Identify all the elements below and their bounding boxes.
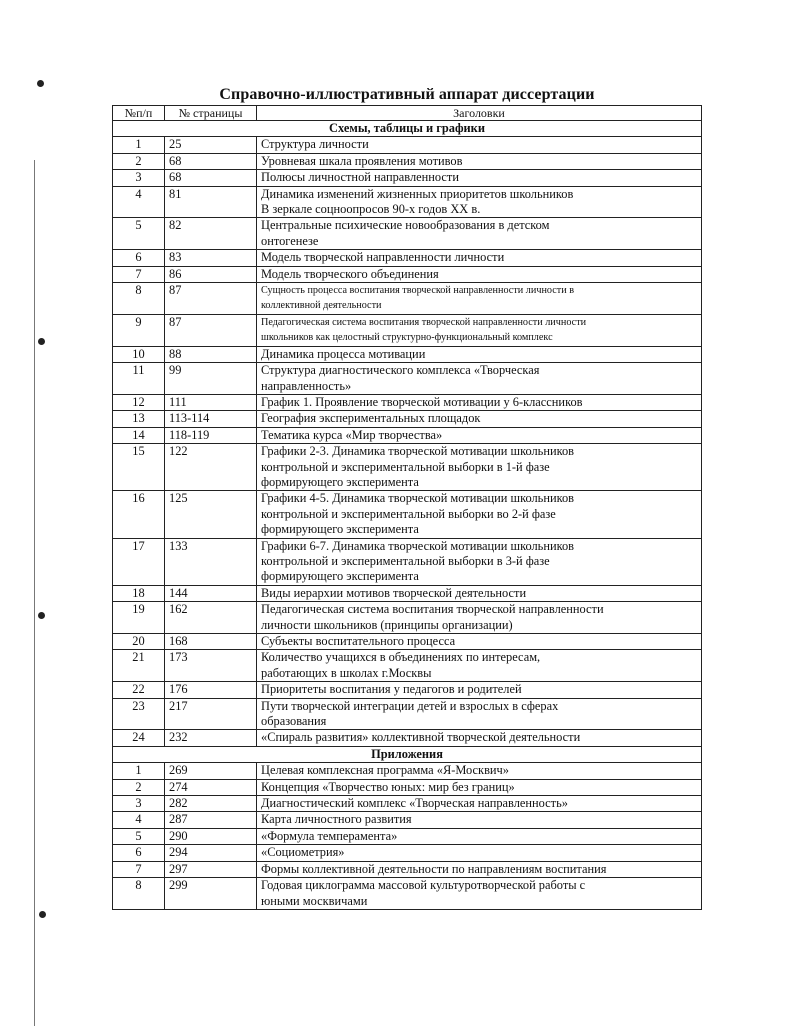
table-row bbox=[113, 682, 702, 698]
table-row bbox=[113, 266, 702, 282]
row-page: 81 bbox=[165, 186, 257, 218]
row-page: 290 bbox=[165, 828, 257, 844]
row-page: 83 bbox=[165, 250, 257, 266]
row-heading-line: График 1. Проявление творческой мотивации у 6-классников bbox=[261, 394, 583, 409]
table-row bbox=[113, 650, 702, 682]
row-number: 2 bbox=[113, 153, 165, 169]
row-heading bbox=[257, 137, 702, 153]
row-number: 1 bbox=[113, 137, 165, 153]
table-header-row bbox=[113, 106, 702, 121]
row-heading bbox=[257, 861, 702, 877]
row-heading bbox=[257, 444, 702, 491]
table-row bbox=[113, 779, 702, 795]
row-page: 294 bbox=[165, 845, 257, 861]
table-row bbox=[113, 314, 702, 346]
table-row bbox=[113, 186, 702, 218]
row-page: 111 bbox=[165, 394, 257, 410]
row-heading bbox=[257, 634, 702, 650]
row-heading-line: контрольной и экспериментальной выборки в 1-й фазе bbox=[261, 459, 550, 474]
row-heading-line: направленность» bbox=[261, 378, 352, 393]
row-number: 11 bbox=[113, 363, 165, 395]
row-page: 25 bbox=[165, 137, 257, 153]
page-title: Справочно-иллюстративный аппарат диссертации bbox=[219, 86, 595, 103]
row-heading-line: Графики 6-7. Динамика творческой мотивации школьников bbox=[261, 538, 575, 553]
row-number: 20 bbox=[113, 634, 165, 650]
row-heading-line: Субъекты воспитательного процесса bbox=[261, 634, 456, 648]
row-number: 8 bbox=[113, 283, 165, 315]
table-row bbox=[113, 812, 702, 828]
row-heading bbox=[257, 153, 702, 169]
row-page: 125 bbox=[165, 491, 257, 538]
row-heading-line: коллективной деятельности bbox=[261, 300, 382, 312]
row-heading bbox=[257, 283, 702, 315]
table-body bbox=[113, 121, 702, 910]
row-page: 274 bbox=[165, 779, 257, 795]
row-heading-line: «Спираль развития» коллективной творческой деятельности bbox=[261, 730, 581, 745]
row-heading bbox=[257, 411, 702, 427]
row-heading bbox=[257, 266, 702, 282]
row-heading-line: Уровневая шкала проявления мотивов bbox=[261, 153, 463, 168]
table-row bbox=[113, 585, 702, 601]
row-page: 217 bbox=[165, 698, 257, 730]
row-number: 23 bbox=[113, 698, 165, 730]
table-row bbox=[113, 730, 702, 746]
row-heading-line: Динамика изменений жизненных приоритетов школьников bbox=[261, 186, 574, 201]
row-number: 13 bbox=[113, 411, 165, 427]
row-number: 4 bbox=[113, 186, 165, 218]
row-number: 14 bbox=[113, 427, 165, 443]
row-heading-line: Целевая комплексная программа «Я-Москвич» bbox=[261, 763, 509, 778]
row-page: 176 bbox=[165, 682, 257, 698]
row-number: 10 bbox=[113, 346, 165, 362]
row-heading-line: Динамика процесса мотивации bbox=[261, 346, 426, 361]
row-heading bbox=[257, 170, 702, 186]
row-heading-line: Пути творческой интеграции детей и взрослых в сферах bbox=[261, 698, 559, 713]
table-row bbox=[113, 828, 702, 844]
row-number: 24 bbox=[113, 730, 165, 746]
row-heading-line: Диагностический комплекс «Творческая направленность» bbox=[261, 796, 568, 811]
row-heading-line: Формы коллективной деятельности по направлениям воспитания bbox=[261, 861, 607, 876]
row-heading-line: Центральные психические новообразования в детском bbox=[261, 218, 550, 233]
table-row bbox=[113, 411, 702, 427]
table-row bbox=[113, 444, 702, 491]
row-heading bbox=[257, 346, 702, 362]
punch-hole-mark bbox=[38, 612, 45, 619]
table-row bbox=[113, 170, 702, 186]
row-page: 122 bbox=[165, 444, 257, 491]
row-heading bbox=[257, 585, 702, 601]
row-page: 68 bbox=[165, 153, 257, 169]
section-header-row bbox=[113, 121, 702, 137]
punch-hole-mark bbox=[37, 80, 44, 87]
row-page: 144 bbox=[165, 585, 257, 601]
header-heading: Заголовки bbox=[257, 106, 702, 121]
row-heading-line: юными москвичами bbox=[261, 893, 368, 908]
row-heading bbox=[257, 779, 702, 795]
row-heading-line: школьников как целостный структурно-функциональный комплекс bbox=[261, 332, 553, 344]
row-page: 87 bbox=[165, 314, 257, 346]
row-heading-line: Годовая циклограмма массовой культуротворческой работы с bbox=[261, 878, 586, 893]
table-row bbox=[113, 538, 702, 585]
row-page: 168 bbox=[165, 634, 257, 650]
row-number: 3 bbox=[113, 170, 165, 186]
row-number: 5 bbox=[113, 218, 165, 250]
row-heading-line: онтогенезе bbox=[261, 233, 319, 248]
row-heading-line: Графики 2-3. Динамика творческой мотивации школьников bbox=[261, 444, 575, 459]
row-number: 21 bbox=[113, 650, 165, 682]
row-heading bbox=[257, 812, 702, 828]
row-heading-line: Графики 4-5. Динамика творческой мотивации школьников bbox=[261, 491, 575, 506]
row-heading-line: Виды иерархии мотивов творческой деятельности bbox=[261, 585, 527, 600]
row-heading-line: В зеркале соцноопросов 90-х годов XX в. bbox=[261, 202, 481, 217]
table-row bbox=[113, 763, 702, 779]
row-number: 2 bbox=[113, 779, 165, 795]
row-heading bbox=[257, 538, 702, 585]
row-page: 162 bbox=[165, 602, 257, 634]
row-heading-line: образования bbox=[261, 714, 327, 729]
row-heading-line: Сущность процесса воспитания творческой направленности личности в bbox=[261, 285, 575, 297]
row-heading-line: Тематика курса «Мир творчества» bbox=[261, 427, 443, 442]
row-heading-line: «Социометрия» bbox=[261, 845, 345, 860]
table-row bbox=[113, 634, 702, 650]
row-heading bbox=[257, 427, 702, 443]
row-number: 9 bbox=[113, 314, 165, 346]
row-heading bbox=[257, 828, 702, 844]
punch-hole-mark bbox=[38, 338, 45, 345]
row-heading bbox=[257, 394, 702, 410]
row-heading-line: Количество учащихся в объединениях по интересам, bbox=[261, 650, 541, 665]
row-number: 15 bbox=[113, 444, 165, 491]
row-number: 16 bbox=[113, 491, 165, 538]
row-page: 232 bbox=[165, 730, 257, 746]
row-heading bbox=[257, 845, 702, 861]
table-row bbox=[113, 698, 702, 730]
table-row bbox=[113, 250, 702, 266]
row-page: 299 bbox=[165, 878, 257, 910]
row-number: 18 bbox=[113, 585, 165, 601]
row-page: 269 bbox=[165, 763, 257, 779]
table-row bbox=[113, 427, 702, 443]
row-heading-line: контрольной и экспериментальной выборки в 3-й фазе bbox=[261, 553, 550, 568]
row-heading-line: «Формула темперамента» bbox=[261, 828, 398, 843]
row-heading-line: работающих в школах г.Москвы bbox=[261, 665, 432, 680]
table-row bbox=[113, 796, 702, 812]
reference-table bbox=[112, 105, 702, 910]
row-number: 4 bbox=[113, 812, 165, 828]
binding-margin-line bbox=[34, 160, 35, 1026]
row-heading bbox=[257, 363, 702, 395]
table-row bbox=[113, 394, 702, 410]
table-row bbox=[113, 602, 702, 634]
row-heading-line: Концепция «Творчество юных: мир без границ» bbox=[261, 779, 515, 794]
row-page: 87 bbox=[165, 283, 257, 315]
header-number: №п/п bbox=[113, 106, 165, 121]
row-heading bbox=[257, 698, 702, 730]
row-number: 7 bbox=[113, 266, 165, 282]
table-row bbox=[113, 491, 702, 538]
row-page: 297 bbox=[165, 861, 257, 877]
row-heading-line: Структура личности bbox=[261, 137, 369, 152]
row-number: 1 bbox=[113, 763, 165, 779]
table-row bbox=[113, 363, 702, 395]
row-number: 22 bbox=[113, 682, 165, 698]
row-heading bbox=[257, 491, 702, 538]
row-heading bbox=[257, 186, 702, 218]
row-page: 173 bbox=[165, 650, 257, 682]
table-row bbox=[113, 218, 702, 250]
row-number: 5 bbox=[113, 828, 165, 844]
row-heading bbox=[257, 763, 702, 779]
table-row bbox=[113, 878, 702, 910]
row-number: 3 bbox=[113, 796, 165, 812]
row-number: 6 bbox=[113, 845, 165, 861]
row-page: 68 bbox=[165, 170, 257, 186]
row-heading bbox=[257, 314, 702, 346]
table-row bbox=[113, 346, 702, 362]
row-number: 6 bbox=[113, 250, 165, 266]
row-page: 133 bbox=[165, 538, 257, 585]
row-heading bbox=[257, 650, 702, 682]
row-page: 118-119 bbox=[165, 427, 257, 443]
row-page: 88 bbox=[165, 346, 257, 362]
row-heading bbox=[257, 796, 702, 812]
row-heading-line: Педагогическая система воспитания творческой направленности bbox=[261, 602, 604, 617]
row-heading-line: контрольной и экспериментальной выборки во 2-й фазе bbox=[261, 506, 556, 521]
header-page: № страницы bbox=[165, 106, 257, 121]
row-heading bbox=[257, 250, 702, 266]
row-page: 86 bbox=[165, 266, 257, 282]
row-number: 17 bbox=[113, 538, 165, 585]
row-page: 113-114 bbox=[165, 411, 257, 427]
row-page: 99 bbox=[165, 363, 257, 395]
table-row bbox=[113, 845, 702, 861]
row-page: 287 bbox=[165, 812, 257, 828]
table-row bbox=[113, 283, 702, 315]
row-number: 7 bbox=[113, 861, 165, 877]
section-header-row bbox=[113, 746, 702, 762]
row-page: 282 bbox=[165, 796, 257, 812]
section-title: Схемы, таблицы и графики bbox=[113, 121, 702, 137]
row-heading bbox=[257, 878, 702, 910]
row-heading bbox=[257, 730, 702, 746]
row-number: 8 bbox=[113, 878, 165, 910]
table-row bbox=[113, 153, 702, 169]
row-heading-line: Модель творческого объединения bbox=[261, 266, 439, 281]
row-heading-line: Педагогическая система воспитания творческой направленности личности bbox=[261, 316, 587, 328]
row-heading-line: формирующего эксперимента bbox=[261, 522, 419, 537]
row-number: 19 bbox=[113, 602, 165, 634]
row-heading-line: Карта личностного развития bbox=[261, 812, 412, 827]
row-heading-line: формирующего эксперимента bbox=[261, 569, 419, 584]
row-heading-line: личности школьников (принципы организации) bbox=[261, 617, 513, 632]
row-heading-line: Полюсы личностной направленности bbox=[261, 170, 459, 185]
table-row bbox=[113, 137, 702, 153]
row-page: 82 bbox=[165, 218, 257, 250]
punch-hole-mark bbox=[39, 911, 46, 918]
row-heading bbox=[257, 602, 702, 634]
row-heading-line: Приоритеты воспитания у педагогов и родителей bbox=[261, 682, 522, 697]
row-heading-line: формирующего эксперимента bbox=[261, 474, 419, 489]
row-heading-line: Модель творческой направленности личности bbox=[261, 250, 505, 265]
row-number: 12 bbox=[113, 394, 165, 410]
row-heading bbox=[257, 682, 702, 698]
section-title: Приложения bbox=[113, 746, 702, 762]
table-row bbox=[113, 861, 702, 877]
row-heading bbox=[257, 218, 702, 250]
row-heading-line: Структура диагностического комплекса «Творческая bbox=[261, 363, 540, 378]
row-heading-line: География экспериментальных площадок bbox=[261, 411, 481, 426]
